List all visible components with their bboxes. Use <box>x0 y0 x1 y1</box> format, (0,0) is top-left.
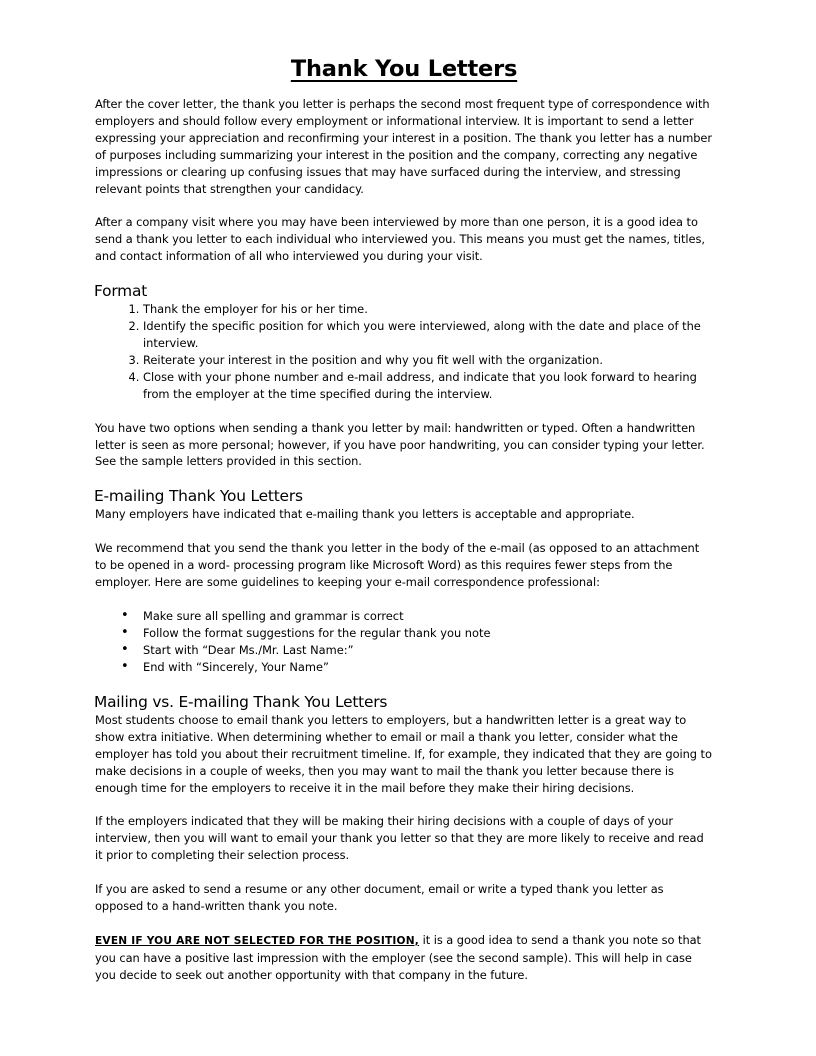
bullet-icon: • <box>121 641 129 657</box>
format-item: 1. Thank the employer for his or her time. <box>143 301 713 318</box>
mailing-paragraph-1: Most students choose to email thank you letters to employers, but a handwritten letter is a great way to show extra initiative. When determining whether to email or mail a thank you letter, consider what the employer has told you about their recruitment timeline. If, for example, they indicated that they are going to make decisions in a couple of weeks, then you may want to mail the thank you letter because there is enough time for the employers to receive it in the mail before they make their hiring decisions. <box>95 712 712 795</box>
list-item-text: End with “Sincerely, Your Name” <box>143 659 329 674</box>
emphasis-text: EVEN IF YOU ARE NOT SELECTED FOR THE POSITION, <box>95 935 420 947</box>
document-page <box>95 56 713 984</box>
emailing-paragraph-2: We recommend that you send the thank you letter in the body of the e-mail (as opposed to an attachment to be opened in a word- processing program like Microsoft Word) as this requires fewer steps from the employer. Here are some guidelines to keeping your e-mail correspondence professional: <box>95 541 700 590</box>
emailing-heading: E-mailing Thank You Letters <box>94 487 303 506</box>
list-item <box>121 658 713 676</box>
format-heading: Format <box>94 282 148 301</box>
bullet-icon: • <box>121 607 129 623</box>
intro-paragraph-1: After the cover letter, the thank you letter is perhaps the second most frequent type of correspondence with employers and should follow every employment or informational interview. It is important to send a letter expressing your appreciation and reconfirming your interest in a position. The thank you letter has a number of purposes including summarizing your interest in the position and the company, correcting any negative impressions or clearing up confusing issues that may have surfaced during the interview, and stressing relevant points that strengthen your candidacy. <box>95 97 713 196</box>
format-after-paragraph: You have two options when sending a thank you letter by mail: handwritten or typed. Often a handwritten letter is seen as more personal; however, if you have poor handwriting, you can consider typing your letter. See the sample letters provided in this section. <box>95 420 705 469</box>
bullet-icon: • <box>121 658 129 674</box>
format-item: 3. Reiterate your interest in the position and why you fit well with the organization. <box>143 352 713 369</box>
format-list <box>95 301 713 402</box>
bullet-icon: • <box>121 624 129 640</box>
emailing-paragraph-1: Many employers have indicated that e-mailing thank you letters is acceptable and appropriate. <box>95 507 635 522</box>
format-item: 4. Close with your phone number and e-mail address, and indicate that you look forward to hearing from the employer at the time specified during the interview. <box>143 369 713 403</box>
mailing-paragraph-2: If the employers indicated that they will be making their hiring decisions with a couple of days of your interview, then you will want to email your thank you letter so that they are more likely to receive and read it prior to completing their selection process. <box>95 814 704 863</box>
mailing-paragraph-4-rest: it is a good idea to send a thank you note so that you can have a positive last impression with the employer (see the second sample). This will help in case you decide to seek out another opportunity with that company in the future. <box>95 933 701 982</box>
mailing-heading: Mailing vs. E-mailing Thank You Letters <box>94 692 388 711</box>
format-item: 2. Identify the specific position for which you were interviewed, along with the date and place of the interview. <box>143 318 713 352</box>
emailing-guidelines-list <box>95 608 713 676</box>
list-item-text: Follow the format suggestions for the regular thank you note <box>143 625 491 640</box>
list-item-text: Start with “Dear Ms./Mr. Last Name:” <box>143 642 354 657</box>
intro-paragraph-2: After a company visit where you may have been interviewed by more than one person, it is a good idea to send a thank you letter to each individual who interviewed you. This means you must get the names, titles, and contact information of all who interviewed you during your visit. <box>95 215 705 264</box>
page-title: Thank You Letters <box>290 56 518 82</box>
list-item <box>121 641 713 659</box>
mailing-paragraph-3: If you are asked to send a resume or any other document, email or write a typed thank you letter as opposed to a hand-written thank you note. <box>95 882 664 914</box>
list-item-text: Make sure all spelling and grammar is correct <box>143 608 404 623</box>
list-item <box>121 607 713 625</box>
list-item <box>121 624 713 642</box>
mailing-paragraph-4 <box>95 932 713 984</box>
